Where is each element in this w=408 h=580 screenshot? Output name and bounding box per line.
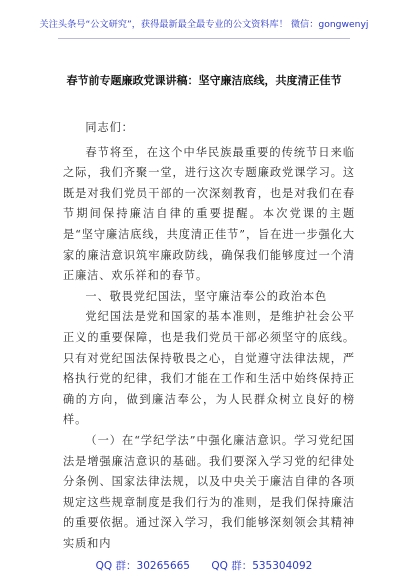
document-title: 春节前专题廉政党课讲稿：坚守廉洁底线，共度清正佳节 (66, 74, 342, 87)
section-heading: 一、敬畏党纪国法，坚守廉洁奉公的政治本色 (85, 289, 328, 303)
paragraph-intro: 春节将至，在这个中华民族最重要的传统节日来临之际，我们齐聚一堂，进行这次专题廉政党课学习。这既是对我们党员干部的一次深刻教育，也是对我们在春节期间保持廉洁自律的重要提醒。本次党课的主题是“坚守廉洁底线，共度清正佳节”，旨在进一步强化大家的廉洁意识筑牢廉政防线，确保我们能够度过一个清正廉洁、欢乐祥和的春节。 (63, 145, 355, 283)
footer (0, 559, 408, 573)
paragraph-section-1: 党纪国法是党和国家的基本准则，是维护社会公平正义的重要保障，也是我们党员干部必须坚守的底线。只有对党纪国法保持敬畏之心，自觉遵守法律法规，严格执行党的纪律，我们才能在工作和生活中始终保持正确的方向，做到廉洁奉公，为人民群众树立良好的榜样。 (63, 310, 355, 427)
greeting: 同志们： (85, 121, 134, 134)
paragraph-subsection-1: （一）在“学纪学法”中强化廉洁意识。学习党纪国法是增强廉洁意识的基础。我们要深入学习党的纪律处分条例、国家法律法规，以及中央关于廉洁自律的各项规定这些规章制度是我们行为的准则，是我们保持廉洁的重要依据。通过深入学习，我们能够深刻领会其精神实质和内 (63, 433, 355, 550)
footer-qq-group-1: QQ 群：30265665 (95, 560, 190, 572)
footer-qq-group-2: QQ 群：535304092 (211, 560, 313, 572)
document-body (63, 118, 355, 554)
header-divider (58, 38, 350, 39)
header-watermark: 关注头条号“公文研究”，获得最新最全最专业的公文资料库！ 微信：gongwenyj (39, 19, 369, 30)
